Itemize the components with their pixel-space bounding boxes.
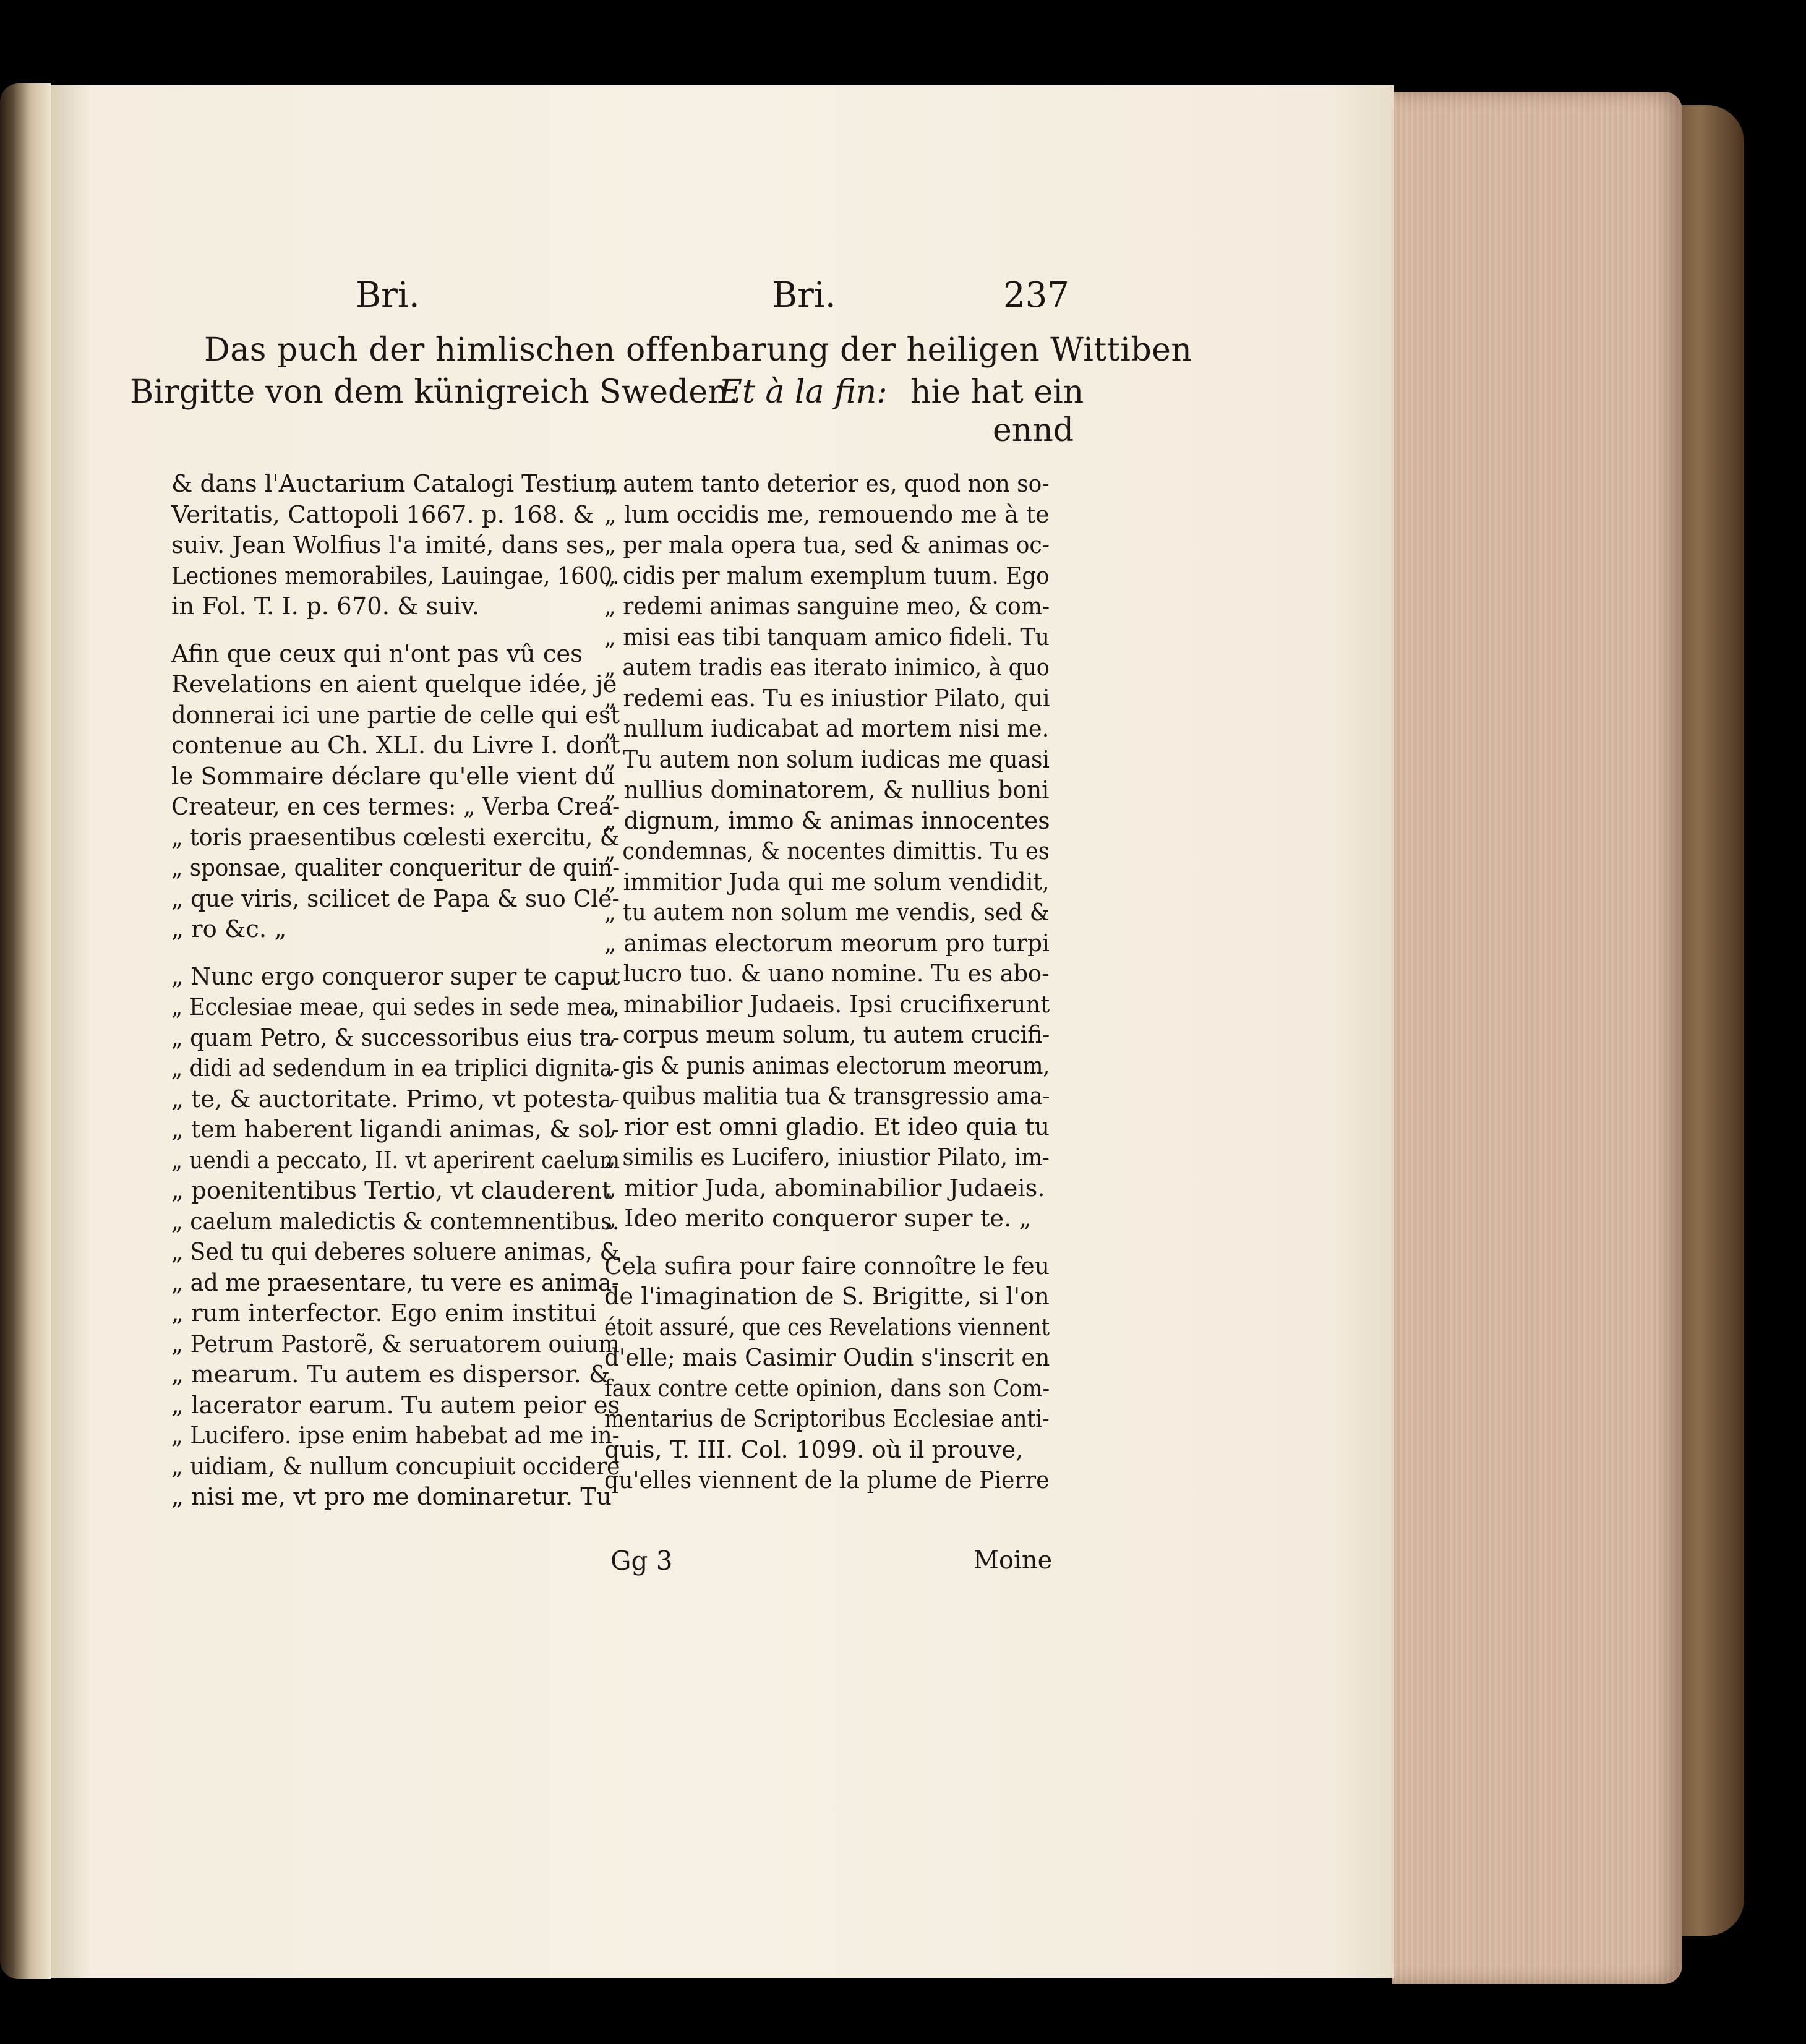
text-line: Lectiones memorabiles, Lauingae, 1600. [171,562,620,590]
heading-line-2-end: hie hat ein [910,374,1084,411]
signature-mark: Gg 3 [610,1546,673,1576]
text-line: quis, T. III. Col. 1099. où il prouve, [604,1435,1024,1464]
text-line: Veritatis, Cattopoli 1667. p. 168. & [171,500,594,529]
text-line: „ uidiam, & nullum concupiuit occidere [171,1452,620,1481]
text-line: „ mitior Juda, abominabilior Judaeis. [604,1174,1045,1202]
running-head-center: Bri. [772,275,836,315]
text-line: étoit assuré, que ces Revelations viennent [604,1313,1050,1341]
text-line: „ poenitentibus Tertio, vt clauderent [171,1177,612,1205]
heading-line-3: ennd [993,412,1074,449]
text-line: „ autem tanto deterior es, quod non so- [604,470,1050,498]
text-line: „ corpus meum solum, tu autem crucifi- [604,1021,1050,1049]
text-line: „ que viris, scilicet de Papa & suo Cle- [171,884,620,913]
heading-line-1: Das puch der himlischen offenbarung der heiligen Wittiben [204,331,1192,369]
heading-line-2: Birgitte von dem künigreich Sweden. [130,374,739,411]
book-page [51,85,1394,1978]
text-line: „ Tu autem non solum iudicas me quasi [604,745,1050,774]
text-line: „ lucro tuo. & uano nomine. Tu es abo- [604,960,1050,988]
text-line: „ condemnas, & nocentes dimittis. Tu es [604,837,1050,865]
text-line: „ ro &c. „ [171,915,287,944]
text-line: Cela sufira pour faire connoître le feu [604,1252,1050,1280]
text-line: suiv. Jean Wolfius l'a imité, dans ses [171,531,605,559]
text-line: donnerai ici une partie de celle qui est [171,701,620,729]
text-line: „ Lucifero. ipse enim habebat ad me in- [171,1422,620,1450]
text-line: „ minabilior Judaeis. Ipsi crucifixerunt [604,990,1050,1019]
text-line: „ nisi me, vt pro me dominaretur. Tu [171,1483,612,1512]
text-line: qu'elles viennent de la plume de Pierre [604,1466,1050,1495]
text-line: faux contre cette opinion, dans son Com- [604,1374,1050,1403]
text-line: „ gis & punis animas electorum meorum, [604,1051,1050,1080]
text-line: „ animas electorum meorum pro turpi [604,929,1050,957]
text-line: „ uendi a peccato, II. vt aperirent caelum [171,1146,620,1174]
text-line: „ sponsae, qualiter conqueritur de quin- [171,854,620,883]
left-page-edge [0,83,51,1979]
text-line: „ Ecclesiae meae, qui sedes in sede mea, [171,993,620,1022]
text-line: „ misi eas tibi tanquam amico fideli. Tu [604,623,1050,651]
text-line: „ redemi animas sanguine meo, & com- [604,592,1050,620]
text-line: de l'imagination de S. Brigitte, si l'on [604,1283,1050,1311]
text-line: „ nullius dominatorem, & nullius boni [604,776,1050,804]
text-line: „ quibus malitia tua & transgressio ama- [604,1082,1050,1110]
page-number: 237 [1003,275,1069,315]
text-line: „ lacerator earum. Tu autem peior es [171,1391,620,1419]
text-line: contenue au Ch. XLI. du Livre I. dont [171,732,620,760]
text-line: „ quam Petro, & successoribus eius tra- [171,1024,620,1052]
catchword: Moine [974,1546,1053,1575]
text-line: „ mearum. Tu autem es dispersor. & [171,1361,610,1389]
text-line: le Sommaire déclare qu'elle vient du [171,762,615,790]
text-line: „ Nunc ergo conqueror super te caput [171,962,620,991]
text-line: Createur, en ces termes: „ Verba Crea- [171,793,620,821]
text-line: Revelations en aient quelque idée, je [171,670,617,699]
text-line: „ tem haberent ligandi animas, & sol- [171,1116,620,1144]
text-line: „ redemi eas. Tu es iniustior Pilato, qui [604,684,1050,712]
text-line: Afin que ceux qui n'ont pas vû ces [171,639,583,668]
text-line: „ per mala opera tua, sed & animas oc- [604,531,1050,559]
text-line: „ rior est omni gladio. Et ideo quia tu [604,1113,1050,1141]
text-line: „ te, & auctoritate. Primo, vt potesta- [171,1085,620,1113]
text-line: „ didi ad sedendum in ea triplici dignita- [171,1054,620,1083]
text-line: d'elle; mais Casimir Oudin s'inscrit en [604,1344,1050,1372]
text-line: „ nullum iudicabat ad mortem nisi me. [604,715,1050,743]
text-line: „ Petrum Pastorẽ, & seruatorem ouium [171,1330,620,1358]
text-line: mentarius de Scriptoribus Ecclesiae anti- [604,1405,1050,1434]
text-line: „ similis es Lucifero, iniustior Pilato, im- [604,1144,1050,1171]
text-line: „ cidis per malum exemplum tuum. Ego [604,562,1050,590]
text-line: „ dignum, immo & animas innocentes [604,806,1050,835]
text-line: & dans l'Auctarium Catalogi Testium [171,470,617,498]
page-block-edge [1392,92,1682,1984]
text-line: „ ad me praesentare, tu vere es anima- [171,1268,620,1297]
text-line: „ lum occidis me, remouendo me à te [604,500,1050,529]
text-line: „ Sed tu qui deberes soluere animas, & [171,1238,620,1267]
text-line: „ rum interfector. Ego enim institui [171,1299,597,1328]
text-line: „ tu autem non solum me vendis, sed & [604,899,1050,926]
text-line: in Fol. T. I. p. 670. & suiv. [171,592,479,620]
heading-line-2-italic: Et à la fin: [719,374,888,411]
text-line: „ autem tradis eas iterato inimico, à quo [604,654,1050,682]
running-head-left: Bri. [356,275,420,315]
text-line: „ Ideo merito conqueror super te. „ [604,1205,1032,1233]
text-line: „ immitior Juda qui me solum vendidit, [604,868,1050,896]
text-line: „ caelum maledictis & contemnentibus. [171,1207,620,1236]
text-line: „ toris praesentibus cœlesti exercitu, & [171,823,620,852]
